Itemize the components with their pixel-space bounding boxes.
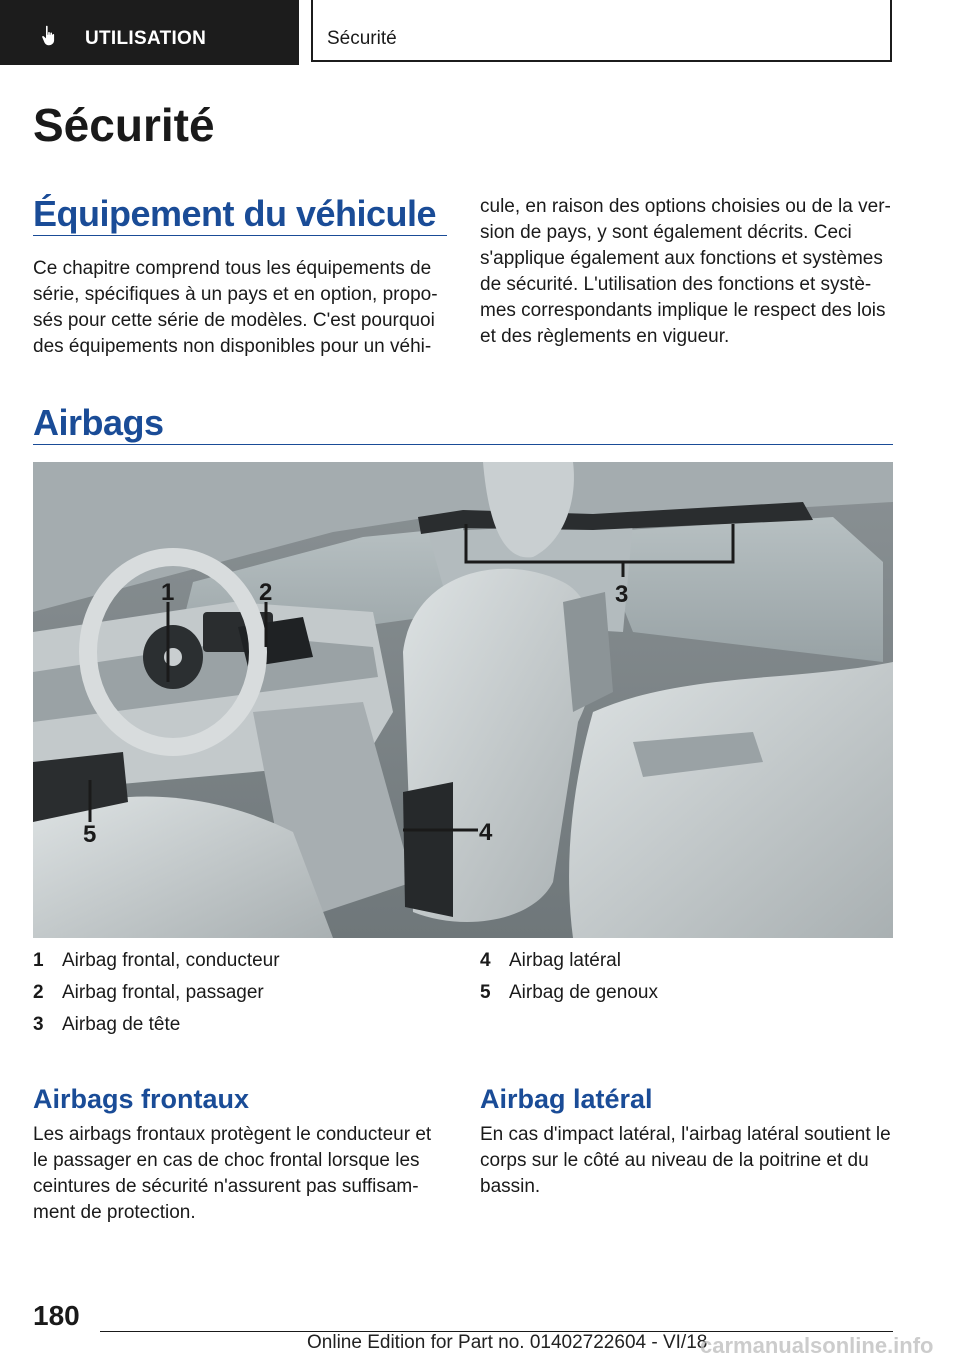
- chapter-tab-label: UTILISATION: [85, 28, 207, 49]
- text-line: Ce chapitre comprend tous les équipements de: [33, 258, 432, 279]
- frontal-airbags-heading: Airbags frontaux: [33, 1084, 250, 1114]
- text-line: série, spécifiques à un pays et en option, propo‐: [33, 284, 438, 305]
- text-line: Les airbags frontaux protègent le conducteur et: [33, 1124, 432, 1145]
- text-line: le passager en cas de choc frontal lorsque les: [33, 1150, 420, 1171]
- text-line: ment de protection.: [33, 1202, 196, 1223]
- airbags-heading-rule: [33, 444, 893, 445]
- legend-number: 1: [33, 950, 44, 971]
- airbags-heading: Airbags: [33, 402, 164, 443]
- lateral-airbag-heading: Airbag latéral: [480, 1084, 653, 1114]
- legend-number: 5: [480, 982, 491, 1003]
- legend-label: Airbag latéral: [509, 950, 621, 971]
- text-line: s'applique également aux fonctions et systèmes: [480, 248, 883, 269]
- text-line: sion de pays, y sont également décrits. Ceci: [480, 222, 852, 243]
- lateral-airbag-text: [480, 1122, 900, 1200]
- section-header: [311, 0, 892, 62]
- callout-label: 4: [479, 819, 493, 846]
- chapter-title: Sécurité: [33, 99, 215, 151]
- legend-label: Airbag de genoux: [509, 982, 658, 1003]
- text-line: mes correspondants implique le respect des lois: [480, 300, 886, 321]
- watermark: carmanualsonline.info: [700, 1333, 934, 1358]
- airbags-illustration: [33, 462, 893, 938]
- legend-number: 3: [33, 1014, 44, 1035]
- callout-label: 3: [615, 581, 629, 608]
- legend-label: Airbag frontal, passager: [62, 982, 264, 1003]
- text-line: sés pour cette série de modèles. C'est pourquoi: [33, 310, 435, 331]
- edition-text: Online Edition for Part no. 01402722604 - VI/18: [307, 1332, 708, 1353]
- text-line: corps sur le côté au niveau de la poitrine et du: [480, 1150, 869, 1171]
- callout-label: 2: [259, 579, 273, 606]
- equipment-heading-rule: [33, 235, 447, 236]
- legend-label: Airbag de tête: [62, 1014, 181, 1035]
- text-line: En cas d'impact latéral, l'airbag latéral soutient le: [480, 1124, 891, 1145]
- equipment-text-right: [480, 194, 900, 350]
- chapter-tab[interactable]: [0, 0, 299, 65]
- frontal-airbags-text: [33, 1122, 453, 1226]
- equipment-text-left: [33, 256, 453, 360]
- car-interior-illustration: [33, 462, 893, 938]
- equipment-heading: Équipement du véhicule: [33, 193, 437, 234]
- text-line: cule, en raison des options choisies ou de la ver‐: [480, 196, 891, 217]
- callout-label: 5: [83, 821, 97, 848]
- legend-label: Airbag frontal, conducteur: [62, 950, 280, 971]
- airbags-legend-right: [480, 950, 893, 1010]
- hand-pointer-icon: [38, 24, 62, 48]
- legend-number: 2: [33, 982, 44, 1003]
- legend-number: 4: [480, 950, 491, 971]
- text-line: des équipements non disponibles pour un véhi‐: [33, 336, 432, 357]
- text-line: bassin.: [480, 1176, 541, 1197]
- text-line: de sécurité. L'utilisation des fonctions et systè‐: [480, 274, 872, 295]
- text-line: et des règlements en vigueur.: [480, 326, 730, 347]
- callout-label: 1: [161, 579, 175, 606]
- text-line: ceintures de sécurité n'assurent pas suffisam‐: [33, 1176, 419, 1197]
- airbags-legend-left: [33, 950, 453, 1040]
- section-header-label: Sécurité: [327, 28, 397, 49]
- page-number: 180: [33, 1300, 80, 1331]
